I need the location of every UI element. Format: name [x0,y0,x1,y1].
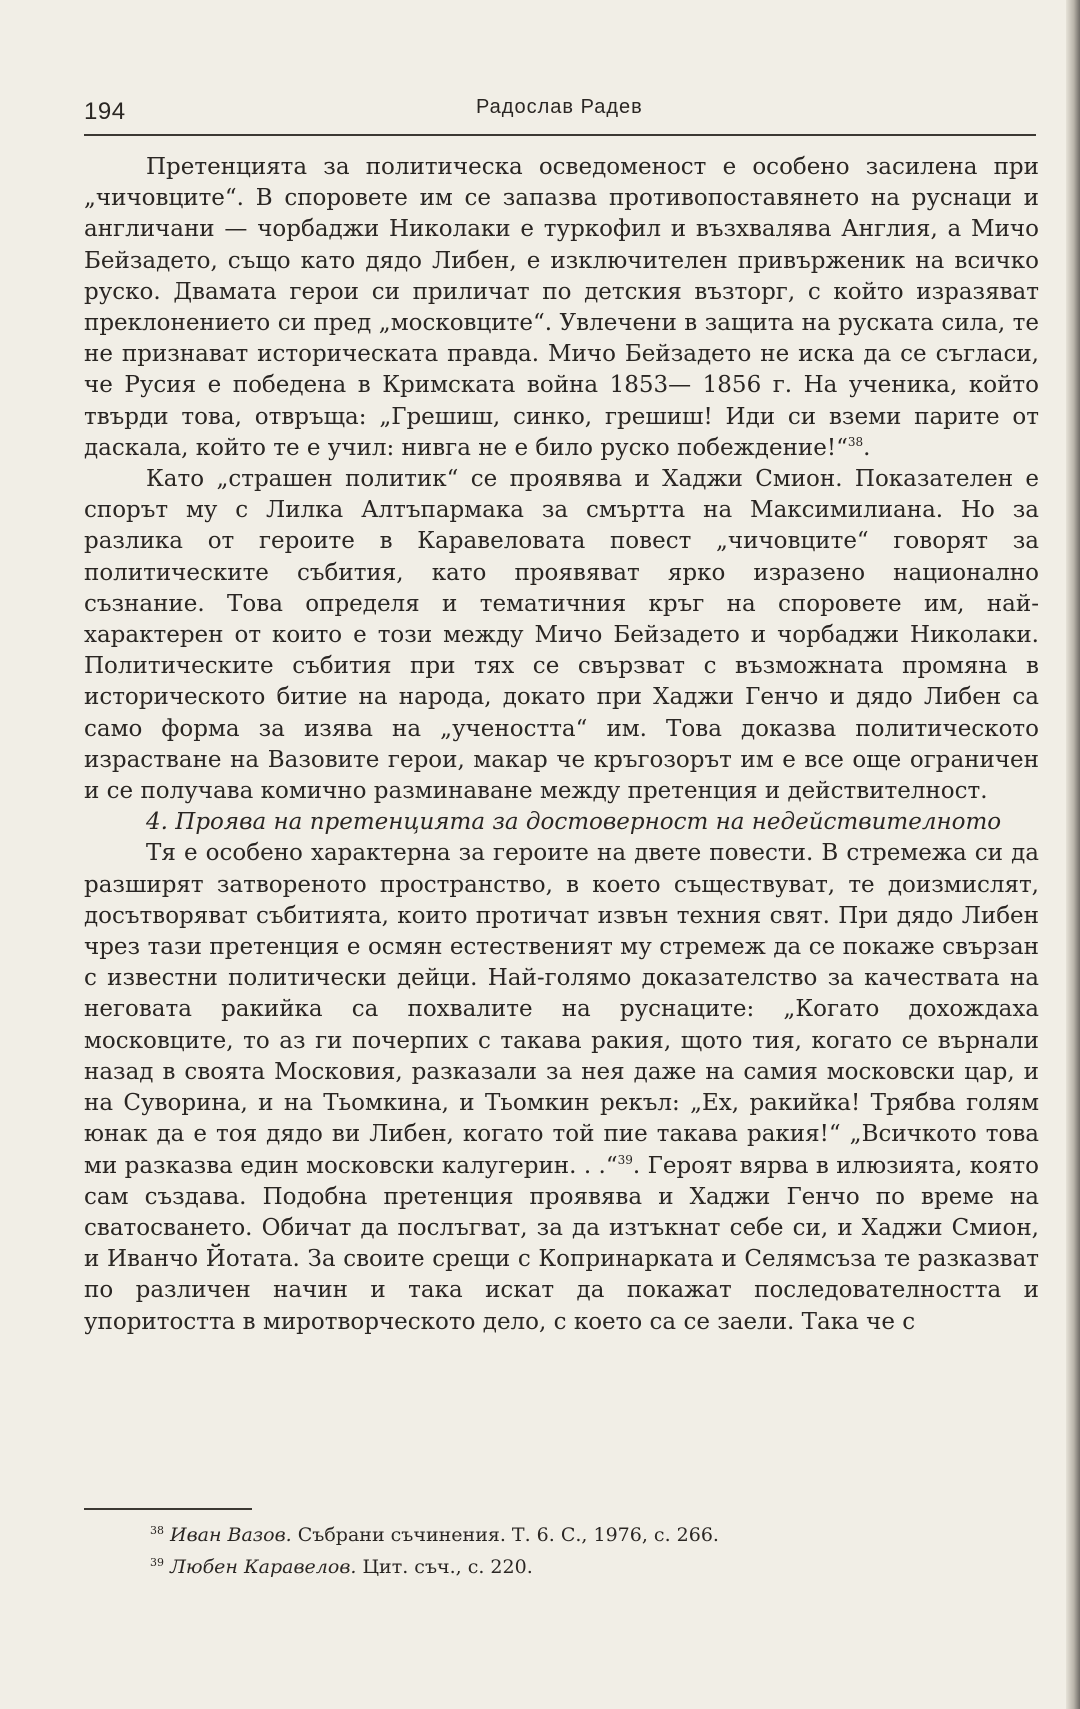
paragraph [84,464,1039,807]
paragraph [84,838,1039,1337]
footnote-text: Цит. съч., с. 220. [356,1556,533,1578]
page-header [84,90,1044,130]
page-edge-shadow [1066,0,1080,1709]
footnote-reference: 38 [847,434,864,449]
footnote [150,1549,1030,1581]
footnote-author: Иван Вазов. [170,1524,292,1546]
footnote-number: 39 [150,1556,164,1569]
page-number: 194 [84,98,126,125]
footnotes [150,1517,1030,1581]
paragraph: Претенцията за политическа осведоменост е особено засилена при „чичовците“. В споровете им се запазва противопоставянето на руснаци и англичани — чорбаджи Николаки е туркофил и възхвалява Англия, а Мичо Бейзадето, също като дядо Либен, е изключителен привърженик на всичко руско. Двамата герои си приличат по детския възторг, с който изразяват преклонението си пред „московците“. Увлечени в защита на руската сила, те не признават историческата правда. Мичо Бейзадето не иска да се съгласи, че Русия е победена в Кримската война 1853— 1856 г. На ученика, който твърди това, отвръща: „Грешиш, синко, грешиш! Иди си вземи парите от даскала, който те е учил: нивга не е било руско побеждение!“$^{38}$. [84,154,1039,461]
section-subheading [84,807,1039,838]
footnote-reference: 39 [617,1152,633,1167]
footnote-number: 38 [150,1524,164,1537]
paragraph-text-continued: . Героят вярва в илюзията, която сам създава. Подобна претенция проявява и Хаджи Генчо по време на сватосването. Обичат да послъгват, за да изтъкнат себе си, и Хаджи Смион, и Иванчо Йотата. За своите срещи с Копринарката и Селямсъза те разказват по различен начин и така искат да покажат последователността и упоритостта в миротворческото дело, с което са се заели. Така че с [84,1152,1040,1335]
paragraph-text: Като „страшен политик“ се проявява и Хаджи Смион. Показателен е спорът му с Лилка Алтъпармака за смъртта на Максимилиана. Но за разлика от героите в Каравеловата повест „чичовците“ говорят за политическите събития, като проявяват ярко изразено национално съзнание. Това определя и тематичния кръг на споровете им, най-характерен от които е този между Мичо Бейзадето и чорбаджи Николаки. Политическите събития при тях се свързват с възможната промяна в историческото битие на народа, докато при Хаджи Генчо и дядо Либен са само форма за изява на „учеността“ им. Това доказва политическото израстване на Вазовите герои, макар че кръгозорът им е все още ограничен и се получава комично разминаване между претенция и действителност. [84,466,1039,805]
paragraph-text: Тя е особено характерна за героите на двете повести. В стремежа си да разширят затвореното пространство, в което съществуват, те доизмислят, досътворяват събитията, които протичат извън техния свят. При дядо Либен чрез тази претенция е осмян естественият му стремеж да се покаже свързан с известни политически дейци. Най-голямо доказателство за качествата на неговата ракийка са похвалите на руснаците: „Когато дохождаха московците, то аз ги почерпих с такава ракия, щото тия, когато се върнали назад в своята Московия, разказали за нея даже на самия московски цар, и на Суворина, и на Тьомкина, и Тьомкин рекъл: „Ех, ракийка! Трябва голям юнак да е тоя дядо ви Либен, когато той пие такава ракия!“ „Всичкото това ми разказва един московски калугерин. . .“ [84,840,1039,1179]
footnote-text: Събрани съчинения. Т. 6. С., 1976, с. 266. [291,1524,719,1546]
running-head: Радослав Радев [476,96,643,118]
header-rule [84,134,1036,136]
paragraph-text: Претенцията за политическа осведоменост е особено засилена при „чичовците“. В споровете им се запазва противопоставянето на руснаци и англичани — чорбаджи Николаки е туркофил и възхвалява Англия, а Мичо Бейзадето, също като дядо Либен, е изключителен привърженик на всичко руско. Двамата герои си приличат по детския възторг, с който изразяват преклонението си пред „московците“. Увлечени в защита на руската сила, те не признават историческата правда. Мичо Бейзадето не иска да се съгласи, че Русия е победена в Кримската война 1853— 1856 г. На ученика, който твърди това, отвръща: „Грешиш, синко, грешиш! Иди си вземи парите от даскала, който те е учил: нивга не е било руско побеждение!“ [84,154,1039,461]
footnote [150,1517,1030,1549]
footnote-author: Любен Каравелов. [170,1556,357,1578]
subheading-text: 4. Проява на претенцията за достоверност на недействителното [146,809,1002,836]
body-text [84,152,1039,1338]
footnote-rule [84,1508,252,1510]
